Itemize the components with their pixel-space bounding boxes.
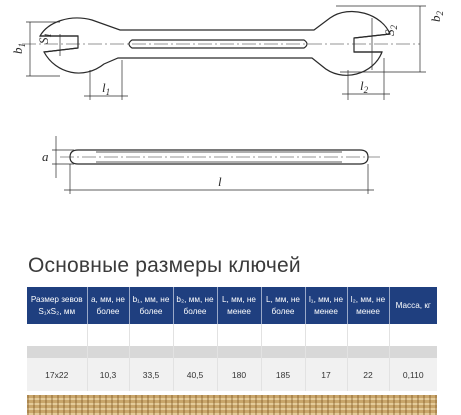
cell-length-max: 185 xyxy=(261,358,305,391)
wrench-top-view xyxy=(22,11,420,75)
label-l2: $l_2$ xyxy=(360,78,369,95)
header-mass: Масса, кг xyxy=(389,287,437,324)
table-row xyxy=(27,358,437,391)
header-l1: l₁, мм, не менее xyxy=(305,287,347,324)
cell-b2: 40,5 xyxy=(173,358,217,391)
label-s2: $S_2$ xyxy=(382,25,399,36)
label-b1: $b_1$ xyxy=(10,43,27,54)
cell-length-min: 180 xyxy=(217,358,261,391)
header-length-min: L, мм, не менее xyxy=(217,287,261,324)
cell-size: 17x22 xyxy=(27,358,87,391)
dimensions-table xyxy=(27,287,437,391)
cell-b1: 33,5 xyxy=(129,358,173,391)
header-length-max: L, мм, не более xyxy=(261,287,305,324)
cell-l2: 22 xyxy=(347,358,389,391)
cell-a: 10,3 xyxy=(87,358,129,391)
table-spacer xyxy=(27,324,437,346)
label-b2: $b_2$ xyxy=(428,11,445,22)
section-title: Основные размеры ключей xyxy=(28,254,301,277)
header-a: a, мм, не более xyxy=(87,287,129,324)
label-length: l xyxy=(218,174,222,189)
cell-mass: 0,110 xyxy=(389,358,437,391)
label-l1: $l_1$ xyxy=(102,80,111,97)
table-row-partial xyxy=(27,346,437,358)
header-b2: b₂, мм, не более xyxy=(173,287,217,324)
dimension-lines-side xyxy=(52,136,374,194)
label-s1: $S_1$ xyxy=(36,33,53,44)
cell-l1: 17 xyxy=(305,358,347,391)
wrench-side-view xyxy=(60,150,380,164)
header-b1: b₁, мм, не более xyxy=(129,287,173,324)
header-l2: l₂, мм, не менее xyxy=(347,287,389,324)
label-a: a xyxy=(42,149,49,164)
table-header-row xyxy=(27,287,437,324)
decorative-texture-strip xyxy=(27,395,437,415)
header-size: Размер зевов S₁xS₂, мм xyxy=(27,287,87,324)
